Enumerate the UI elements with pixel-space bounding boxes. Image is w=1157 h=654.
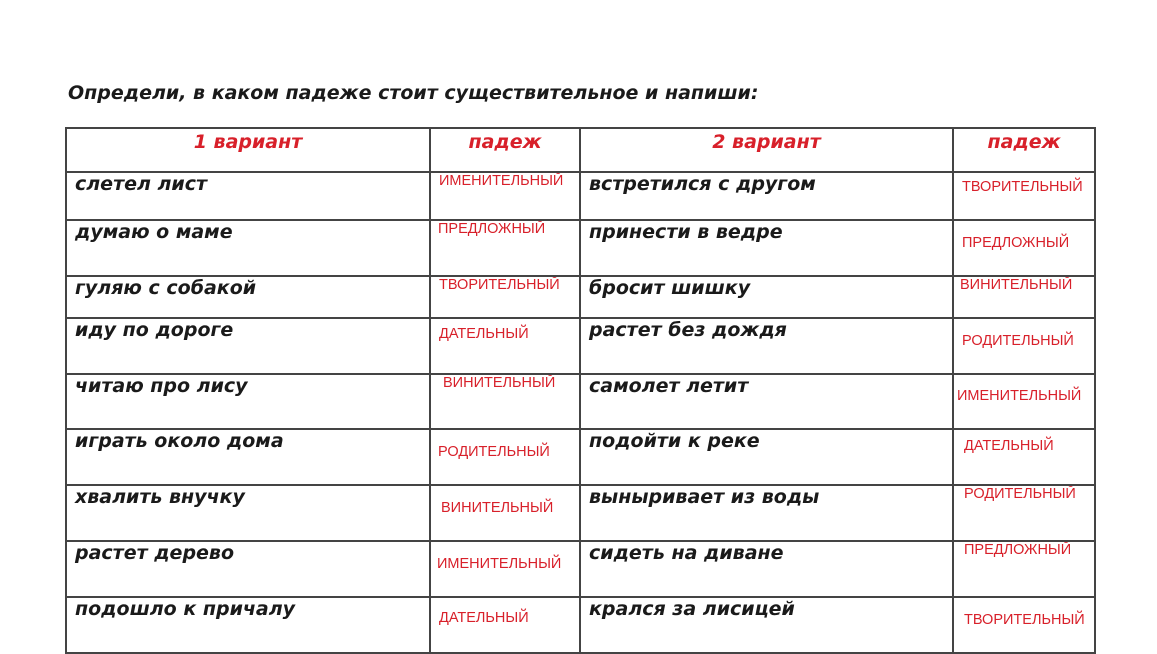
variant-2-case-answer: ДАТЕЛЬНЫЙ <box>953 429 1095 485</box>
variant-1-case-answer: ДАТЕЛЬНЫЙ <box>430 318 580 374</box>
variant-1-phrase: играть около дома <box>66 429 430 485</box>
task-title: Определи, в каком падеже стоит существительное и напиши: <box>68 82 759 104</box>
variant-2-case-answer: РОДИТЕЛЬНЫЙ <box>953 318 1095 374</box>
variant-2-case-answer: ТВОРИТЕЛЬНЫЙ <box>953 597 1095 653</box>
variant-1-phrase: думаю о маме <box>66 220 430 276</box>
header-row <box>66 128 1095 172</box>
variant-1-case-answer: ВИНИТЕЛЬНЫЙ <box>430 485 580 541</box>
table-row <box>66 318 1095 374</box>
variant-1-phrase: гуляю с собакой <box>66 276 430 318</box>
case-table <box>65 127 1096 654</box>
variant-1-phrase: иду по дороге <box>66 318 430 374</box>
variant-2-phrase: бросит шишку <box>580 276 953 318</box>
header-case-1: падеж <box>430 128 580 172</box>
table-row <box>66 485 1095 541</box>
variant-1-case-answer: ДАТЕЛЬНЫЙ <box>430 597 580 653</box>
variant-1-phrase: хвалить внучку <box>66 485 430 541</box>
table-row <box>66 429 1095 485</box>
header-case-2: падеж <box>953 128 1095 172</box>
table-row <box>66 220 1095 276</box>
variant-1-phrase: читаю про лису <box>66 374 430 429</box>
table-row <box>66 541 1095 597</box>
variant-1-case-answer: ТВОРИТЕЛЬНЫЙ <box>430 276 580 318</box>
table-row <box>66 172 1095 220</box>
header-variant-1: 1 вариант <box>66 128 430 172</box>
variant-1-case-answer: ИМЕНИТЕЛЬНЫЙ <box>430 172 580 220</box>
variant-2-case-answer: ИМЕНИТЕЛЬНЫЙ <box>953 374 1095 429</box>
variant-2-case-answer: ТВОРИТЕЛЬНЫЙ <box>953 172 1095 220</box>
variant-1-phrase: растет дерево <box>66 541 430 597</box>
variant-2-phrase: выныривает из воды <box>580 485 953 541</box>
table-row <box>66 276 1095 318</box>
variant-2-phrase: принести в ведре <box>580 220 953 276</box>
variant-2-phrase: подойти к реке <box>580 429 953 485</box>
variant-2-case-answer: ПРЕДЛОЖНЫЙ <box>953 541 1095 597</box>
variant-2-phrase: сидеть на диване <box>580 541 953 597</box>
variant-1-case-answer: ПРЕДЛОЖНЫЙ <box>430 220 580 276</box>
table-row <box>66 374 1095 429</box>
variant-2-case-answer: ПРЕДЛОЖНЫЙ <box>953 220 1095 276</box>
variant-2-phrase: самолет летит <box>580 374 953 429</box>
variant-2-phrase: встретился с другом <box>580 172 953 220</box>
variant-1-phrase: подошло к причалу <box>66 597 430 653</box>
variant-1-case-answer: РОДИТЕЛЬНЫЙ <box>430 429 580 485</box>
variant-2-phrase: крался за лисицей <box>580 597 953 653</box>
header-variant-2: 2 вариант <box>580 128 953 172</box>
variant-2-case-answer: ВИНИТЕЛЬНЫЙ <box>953 276 1095 318</box>
variant-2-case-answer: РОДИТЕЛЬНЫЙ <box>953 485 1095 541</box>
variant-1-case-answer: ВИНИТЕЛЬНЫЙ <box>430 374 580 429</box>
variant-2-phrase: растет без дождя <box>580 318 953 374</box>
variant-1-phrase: слетел лист <box>66 172 430 220</box>
variant-1-case-answer: ИМЕНИТЕЛЬНЫЙ <box>430 541 580 597</box>
table-row <box>66 597 1095 653</box>
